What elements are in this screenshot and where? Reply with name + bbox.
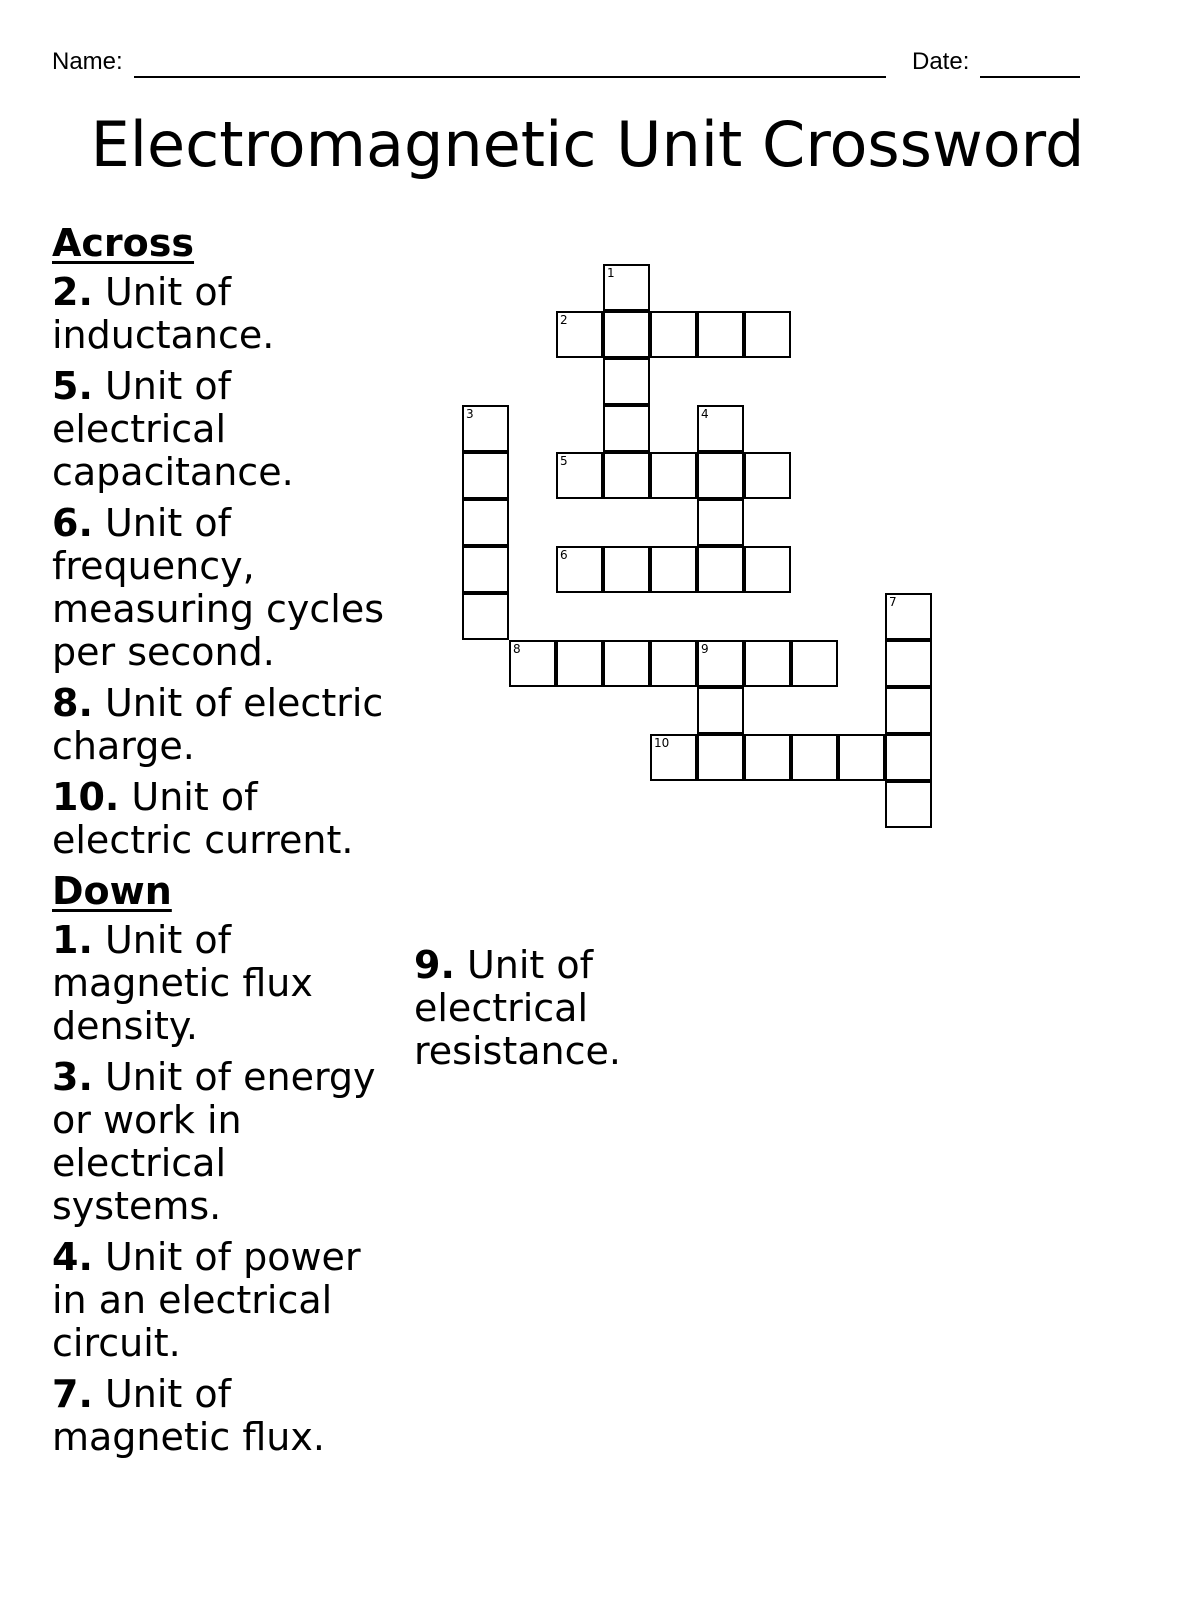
clue-number: 3. <box>52 1055 93 1099</box>
clue-text: Unit of electrical resistance. <box>414 943 621 1073</box>
cell-number: 2 <box>560 313 568 327</box>
crossword-cell[interactable] <box>885 687 932 734</box>
cell-number: 8 <box>513 642 521 656</box>
cell-number: 7 <box>889 595 897 609</box>
clue-across-6 <box>52 502 402 674</box>
crossword-cell[interactable] <box>603 358 650 405</box>
clue-text: Unit of magnetic flux. <box>52 1372 325 1459</box>
crossword-cell[interactable] <box>697 687 744 734</box>
crossword-cell[interactable] <box>885 734 932 781</box>
clue-text: Unit of energy or work in electrical systems. <box>52 1055 376 1228</box>
clue-text: Unit of magnetic flux density. <box>52 918 313 1048</box>
clue-number: 6. <box>52 501 93 545</box>
crossword-cell[interactable] <box>603 640 650 687</box>
crossword-cell[interactable] <box>603 405 650 452</box>
cell-number: 3 <box>466 407 474 421</box>
clue-down-1 <box>52 919 402 1048</box>
crossword-cell[interactable] <box>885 593 932 640</box>
crossword-cell[interactable] <box>744 546 791 593</box>
across-heading: Across <box>52 221 195 265</box>
down-clues <box>52 870 402 1467</box>
down-heading: Down <box>52 869 172 913</box>
crossword-cell[interactable] <box>885 640 932 687</box>
crossword-cell[interactable] <box>697 452 744 499</box>
clue-down-7 <box>52 1373 402 1459</box>
crossword-cell[interactable] <box>744 452 791 499</box>
crossword-cell[interactable] <box>650 452 697 499</box>
crossword-cell[interactable] <box>650 311 697 358</box>
cell-number: 10 <box>654 736 670 750</box>
crossword-cell[interactable] <box>603 452 650 499</box>
clue-text: Unit of electrical capacitance. <box>52 364 294 494</box>
page-title: Electromagnetic Unit Crossword <box>90 108 1085 181</box>
crossword-cell[interactable] <box>697 640 744 687</box>
crossword-cell[interactable] <box>556 452 603 499</box>
crossword-cell[interactable] <box>462 593 509 640</box>
crossword-cell[interactable] <box>791 734 838 781</box>
crossword-cell[interactable] <box>650 640 697 687</box>
clue-text: Unit of power in an electrical circuit. <box>52 1235 361 1365</box>
crossword-cell[interactable] <box>697 405 744 452</box>
crossword-cell[interactable] <box>838 734 885 781</box>
crossword-cell[interactable] <box>603 264 650 311</box>
crossword-cell[interactable] <box>556 311 603 358</box>
clue-number: 10. <box>52 775 120 819</box>
crossword-cell[interactable] <box>462 452 509 499</box>
name-input-line[interactable] <box>134 76 886 78</box>
cell-number: 4 <box>701 407 709 421</box>
crossword-cell[interactable] <box>697 546 744 593</box>
across-clues <box>52 222 402 870</box>
crossword-cell[interactable] <box>885 781 932 828</box>
clue-number: 4. <box>52 1235 93 1279</box>
clue-down-4 <box>52 1236 402 1365</box>
cell-number: 1 <box>607 266 615 280</box>
crossword-cell[interactable] <box>603 311 650 358</box>
crossword-cell[interactable] <box>556 640 603 687</box>
crossword-cell[interactable] <box>744 311 791 358</box>
clue-number: 7. <box>52 1372 93 1416</box>
crossword-cell[interactable] <box>650 546 697 593</box>
crossword-cell[interactable] <box>744 734 791 781</box>
clue-text: Unit of electric charge. <box>52 681 384 768</box>
clue-number: 1. <box>52 918 93 962</box>
crossword-cell[interactable] <box>603 546 650 593</box>
down-clues-column-2 <box>414 944 674 1081</box>
date-input-line[interactable] <box>980 76 1080 78</box>
crossword-cell[interactable] <box>744 640 791 687</box>
clue-text: Unit of inductance. <box>52 270 275 357</box>
clue-down-9 <box>414 944 674 1073</box>
clue-text: Unit of electric current. <box>52 775 354 862</box>
crossword-cell[interactable] <box>697 311 744 358</box>
crossword-cell[interactable] <box>697 499 744 546</box>
clue-number: 5. <box>52 364 93 408</box>
crossword-cell[interactable] <box>509 640 556 687</box>
date-label: Date: <box>912 48 970 75</box>
clue-number: 8. <box>52 681 93 725</box>
crossword-cell[interactable] <box>556 546 603 593</box>
name-label: Name: <box>52 48 123 75</box>
clue-number: 9. <box>414 943 455 987</box>
cell-number: 5 <box>560 454 568 468</box>
crossword-cell[interactable] <box>697 734 744 781</box>
crossword-cell[interactable] <box>462 499 509 546</box>
cell-number: 9 <box>701 642 709 656</box>
cell-number: 6 <box>560 548 568 562</box>
crossword-cell[interactable] <box>462 546 509 593</box>
clue-across-5 <box>52 365 402 494</box>
clue-across-10 <box>52 776 402 862</box>
clue-text: Unit of frequency, measuring cycles per second. <box>52 501 385 674</box>
clue-across-8 <box>52 682 402 768</box>
clue-number: 2. <box>52 270 93 314</box>
clue-down-3 <box>52 1056 402 1228</box>
crossword-cell[interactable] <box>791 640 838 687</box>
clue-across-2 <box>52 271 402 357</box>
crossword-cell[interactable] <box>650 734 697 781</box>
crossword-cell[interactable] <box>462 405 509 452</box>
